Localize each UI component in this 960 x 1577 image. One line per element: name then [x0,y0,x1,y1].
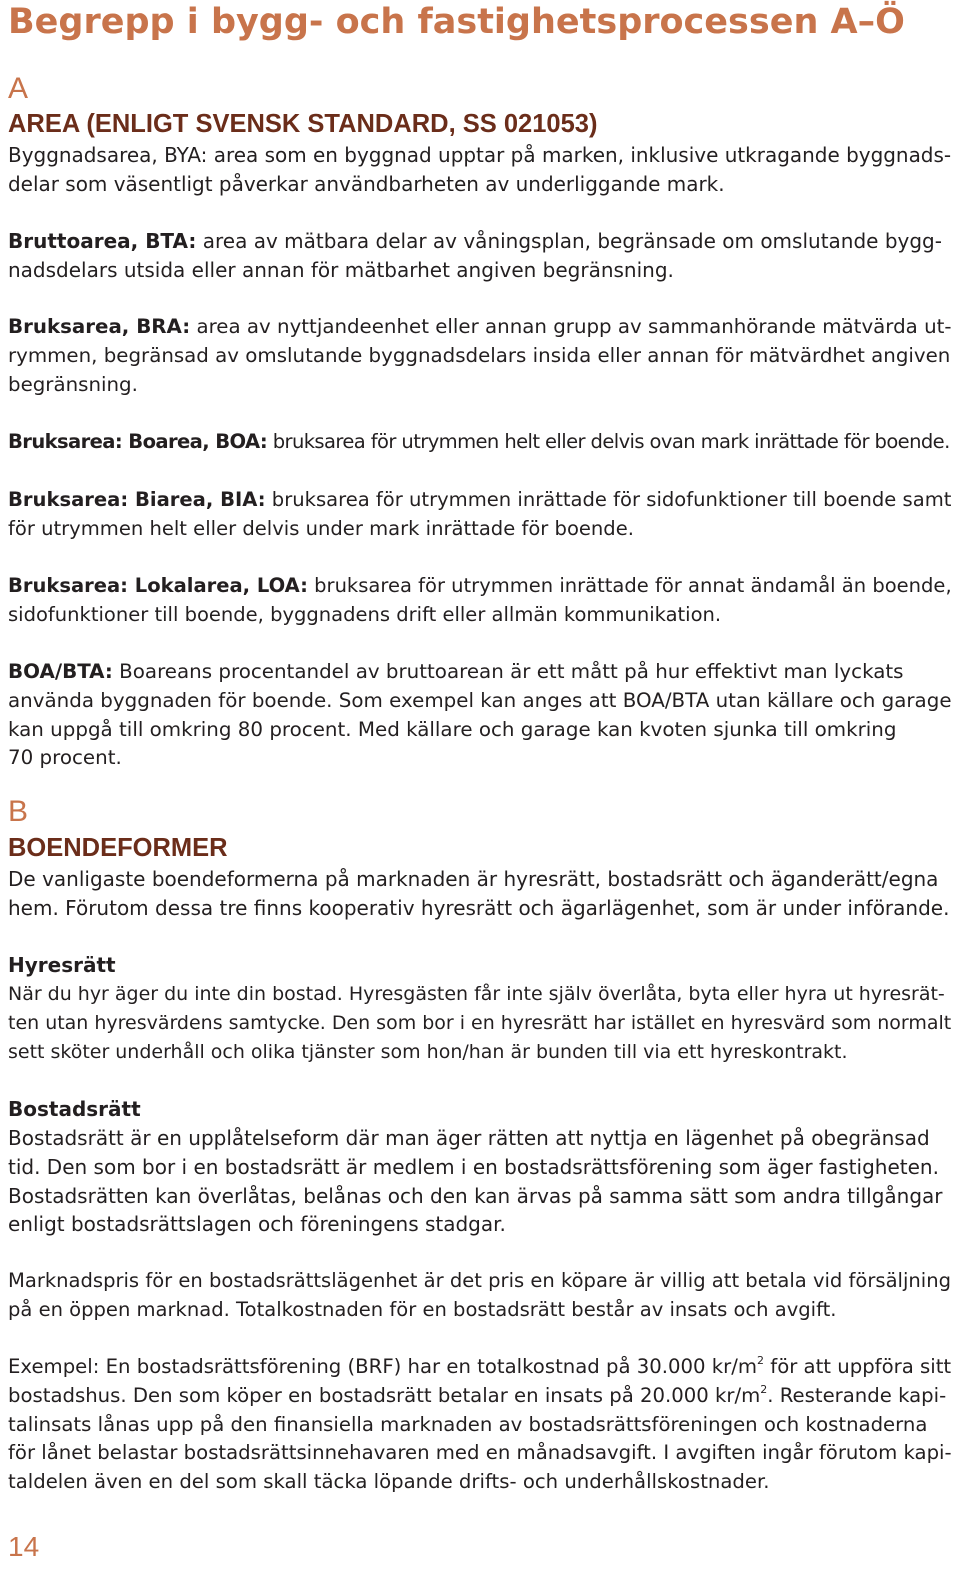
definition-bta [8,227,942,285]
subheading-text: Bostadsrätt [8,1097,141,1121]
definition-text: sidofunktioner till boende, byggnadens drift eller allmän kommunikation. [8,602,722,626]
definition-term: Bruksarea: Lokalarea, LOA: [8,574,308,597]
exempel-text [8,1353,952,1497]
definition-text: begränsning. [8,372,138,396]
body-text: Bostadsrätt är en upplåtelseform där man äger rätten att nyttja en lägenhet på obegränsad [8,1126,930,1150]
body-text: sett sköter underhåll och olika tjänster som hon/han är bunden till via ett hyreskontrakt. [8,1040,848,1063]
page-title: Begrepp i bygg- och fastighetsprocessen A–Ö [8,2,905,42]
section-heading-area: AREA (ENLIGT SVENSK STANDARD, SS 021053) [8,110,598,138]
body-text: ten utan hyresvärdens samtycke. Den som bor i en hyresrätt har istället en hyresvärd som normalt [8,1011,952,1034]
definition-text: nadsdelars utsida eller annan för mätbarhet angiven begränsning. [8,257,674,282]
body-text: bostadshus. Den som köper en bostadsrätt betalar en insats på 20.000 kr/m [8,1383,761,1407]
definition-bra [8,313,952,399]
definition-text: använda byggnaden för boende. Som exempel kan anges att BOA/BTA utan källare och garage [8,688,952,712]
body-text: taldelen även en del som skall täcka löpande drifts- och underhållskostnader. [8,1470,770,1494]
definition-text: Boareans procentandel av bruttoarean är ett mått på hur effektivt man lyckats [112,660,904,683]
definition-term: Bruksarea: Boarea, BOA: [8,430,268,453]
subheading-text: Hyresrätt [8,953,116,977]
definition-text: rymmen, begränsad av omslutande byggnadsdelars insida eller annan för mätvärdhet angiven [8,343,951,367]
definition-loa [8,572,952,630]
superscript: 2 [760,1382,768,1396]
body-text: Exempel: En bostadsrättsförening (BRF) har en totalkostnad på 30.000 kr/m [8,1355,758,1378]
definition-text: area av nyttjandeenhet eller annan grupp av sammanhörande mätvärda ut- [190,315,952,338]
definition-term: Bruksarea, BRA: [8,315,191,338]
boendeformer-intro [8,865,949,923]
definition-text: bruksarea för utrymmen inrättade för annat ändamål än boende, [307,574,952,597]
definition-boa-bta [8,658,952,773]
definition-boa [8,428,950,457]
section-heading-boendeformer: BOENDEFORMER [8,834,228,862]
definition-bya [8,141,951,199]
definition-text: för utrymmen helt eller delvis under mark inrättade för boende. [8,516,634,540]
definition-text: Byggnadsarea, BYA: area som en byggnad upptar på marken, inklusive utkragande byggnads- [8,143,952,167]
definition-text: bruksarea för utrymmen inrättade för sidofunktioner till boende samt [265,488,952,511]
body-text: talinsats lånas upp på den finansiella marknaden av bostadsrättsföreningen och kostnaderna [8,1412,928,1436]
bostadsratt-heading [8,1095,141,1124]
body-text: När du hyr äger du inte din bostad. Hyresgästen får inte själv överlåta, byta eller hyra ut hyresrät- [8,983,945,1005]
body-text: . Resterande kapi- [767,1383,947,1407]
definition-term: Bruttoarea, BTA: [8,229,197,253]
section-letter-a: A [8,72,29,105]
definition-text: area av mätbara delar av våningsplan, begränsade om omslutande bygg- [196,229,942,253]
body-text: De vanligaste boendeformerna på marknaden är hyresrätt, bostadsrätt och äganderätt/egna [8,867,939,891]
body-text: tid. Den som bor i en bostadsrätt är medlem i en bostadsrättsförening som äger fastigheten. [8,1154,939,1179]
definition-bia [8,486,951,544]
body-text: för att uppföra sitt [764,1355,952,1378]
definition-text: 70 procent. [8,746,122,770]
body-text: Bostadsrätten kan överlåtas, belånas och den kan ärvas på samma sätt som andra tillgångar [8,1183,943,1208]
body-text: på en öppen marknad. Totalkostnaden för en bostadsrätt består av insats och avgift. [8,1297,837,1321]
page-number: 14 [8,1531,40,1562]
definition-text: delar som väsentligt påverkar användbarheten av underliggande mark. [8,171,725,196]
body-text: för lånet belastar bostadsrättsinnehavaren med en månadsavgift. I avgiften ingår förutom kapi- [8,1441,952,1465]
definition-text: kan uppgå till omkring 80 procent. Med källare och garage kan kvoten sjunka till omkring [8,717,897,741]
marknadspris-text [8,1267,951,1325]
definition-term: BOA/BTA: [8,660,113,683]
body-text: Marknadspris för en bostadsrättslägenhet är det pris en köpare är villig att betala vid försäljning [8,1269,951,1292]
hyresratt-heading [8,951,116,980]
bostadsratt-text [8,1124,943,1239]
definition-term: Bruksarea: Biarea, BIA: [8,488,266,511]
section-letter-b: B [8,795,29,828]
body-text: enligt bostadsrättslagen och föreningens stadgar. [8,1212,506,1237]
hyresratt-text [8,980,951,1066]
body-text: hem. Förutom dessa tre finns kooperativ hyresrätt och ägarlägenhet, som är under införande. [8,895,950,920]
superscript: 2 [757,1354,765,1367]
definition-text: bruksarea för utrymmen helt eller delvis ovan mark inrättade för boende. [267,430,950,453]
